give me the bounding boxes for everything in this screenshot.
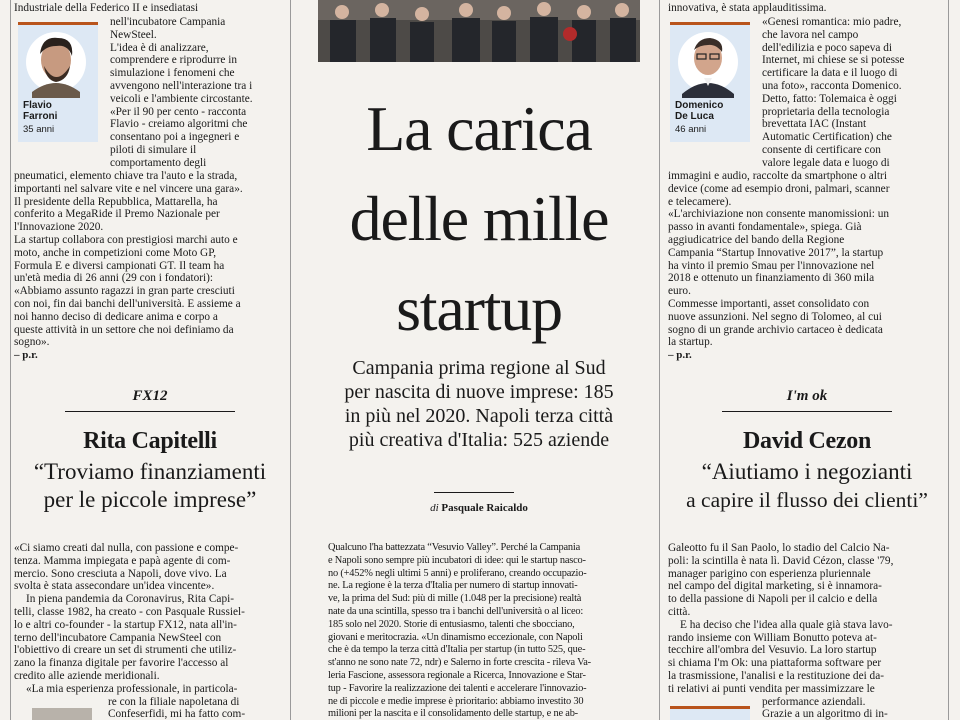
text-line: In piena pandemia da Coronavirus, Rita Capi- [26,593,234,606]
text-line: nel campo del digital marketing, si è innamora- [668,580,882,593]
text-line: Galeotto fu il San Paolo, lo stadio del Calcio Na- [668,542,890,554]
section-header-im-ok [668,388,946,412]
column-rule-left-mid [290,0,291,720]
text-line: euro. [668,285,691,298]
text-line: consente di certificare con [762,143,881,156]
text-line: ha vinto il premio Smau per l'innovazione nel [668,259,875,272]
text-line: un'età media di 26 anni (29 con i fondatori): [14,272,214,285]
quote-line: “Troviamo finanziamenti [33,459,267,484]
profile-name [675,100,723,122]
middle-body-text [328,542,640,720]
signature: – p.r. [668,349,692,362]
text-line: l'Innovazione 2020. [14,221,104,234]
text-line: ve, la prima del Sud: più di mille (1.048 per la precisione) realtà [328,593,582,605]
right-column [668,0,946,720]
text-line: poli: la scintilla è nata lì. David Cézon, classe '79, [668,554,894,567]
text-line: leria Fascione, assessora regionale a Ricerca, Innovazione e Star- [328,669,586,681]
right-body-text [668,170,946,362]
text-line: valore legale data e luogo di [762,156,890,169]
text-line: sogno di un grande archivio cartaceo è dedicata [668,323,883,336]
text-line: «Genesi romantica: mio padre, [762,16,902,28]
text-line: una foto», racconta Domenico. [762,79,902,92]
middle-column [318,0,640,720]
profile-first-name: Domenico [675,100,724,111]
profile-card-de-luca [670,22,750,142]
kicker-rule [65,411,235,412]
portrait-photo [18,26,98,98]
text-line: simulazione i fenomeni che [110,67,235,80]
right-side-text [762,16,946,170]
byline-rule [434,492,514,493]
text-line: tup - Favorire la realizzazione dei talenti e accelerare l'innovazio- [328,682,587,694]
text-line: La startup collabora con prestigiosi marchi auto e [14,233,238,246]
text-line: milioni per la nascita e il consolidamento delle startup, e ne ab- [328,708,578,720]
text-line: re con la filiale napoletana di [108,695,240,708]
text-line: immagini e audio, raccolte da smartphone o altri [668,170,887,182]
text-line: Detto, fatto: Tolemaica è oggi [762,92,897,105]
subhead-line: in più nel 2020. Napoli terza città [344,405,614,427]
headline-line: La carica [366,93,592,164]
profile-card-farroni [18,22,98,142]
text-line: la startup. [668,336,713,349]
text-line: noi hanno deciso di dedicare anima e corpo a [14,310,218,323]
quote-headline [668,458,946,514]
photo-thumbnail [32,708,92,720]
text-line: la trasmissione, l'analisi e la restituzione dei da- [668,669,884,682]
profile-last-name: Farroni [23,111,58,122]
text-line: avvengono nell'interazione tra i [110,79,253,92]
person-name: Rita Capitelli [83,428,217,454]
text-line: Campania “Startup Innovative 2017”, la startup [668,246,884,259]
text-line: nell'incubatore Campania [110,16,226,28]
headline-line: delle mille [349,183,609,254]
text-line: dell'edilizia e poco sapeva di [762,41,893,54]
main-headline [318,84,640,354]
text-line: ne. La regione è la terza d'Italia per numero di startup innovati- [328,580,578,592]
text-line: st'anno ne sono nate 72, ndr) e Salerno in forte crescita - rileva Va- [328,657,591,669]
text-line: importanti nel salvare vite e nel vincere una gara». [14,182,243,195]
column-rule-left [10,0,11,720]
text-line: «Abbiamo assunto ragazzi in gran parte cresciuti [14,285,235,298]
text-line: telli, classe 1982, ha creato - con Pasquale Russiel- [14,605,245,618]
text-line: «Per il 90 per cento - racconta [110,105,247,118]
text-line: queste attività in un settore che noi definiamo da [14,323,234,336]
text-line: Automatic Certification) che [762,131,892,144]
profile-first-name: Flavio [23,100,52,111]
text-line: si chiama I'm Ok: una piattaforma software per [668,657,882,670]
profile-age: 35 anni [23,124,55,135]
quote-headline [14,458,286,514]
subhead-line: Campania prima regione al Sud [352,357,606,379]
text-line: device (come ad esempio droni, palmari, scanner [668,182,890,195]
text-line: zano la finanza digitale per favorire l'accesso al [14,657,229,670]
text-line: l'obiettivo di creare un set di strumenti che utiliz- [14,644,237,657]
subheadline [318,356,640,452]
byline-prefix: di [430,502,439,514]
photo-thumbnail [670,706,750,720]
kicker: I'm ok [786,388,828,404]
column-rule-right [948,0,949,720]
text-line: Formula E e diversi campionati GT. Il team ha [14,259,225,272]
text-line: «L'archiviazione non consente manomissioni: un [668,208,890,221]
text-line: lo e altri co-founder - la startup FX12, nata all'in- [14,618,237,631]
text-line: NewSteel. [110,28,157,41]
text-line: to della passione di Napoli per il calcio e della [668,593,878,606]
left-body-text [14,170,286,362]
text-line: «La mia esperienza professionale, in particola- [26,682,238,695]
text-line: tecchire all'ombra del Vesuvio. La loro startup [668,644,877,657]
text-line: brevettata IAC (Instant [762,118,867,131]
byline [318,502,640,514]
text-line: Commesse importanti, asset consolidato con [668,297,870,310]
right-intro [668,2,946,15]
text-line: no (+452% negli ultimi 5 anni) e proliferano, creando occupazio- [328,567,587,579]
left-column [14,0,286,720]
headline-line: startup [396,273,562,344]
text-line: rando insieme con William Bonutto poteva at- [668,631,877,644]
text-line: 2018 e ottenuto un finanziamento di 360 mila [668,272,875,285]
profile-age: 46 anni [675,124,707,135]
section-header-fx12 [14,388,286,412]
text-line: credito alle aziende meridionali. [14,669,160,682]
text-line: ne di piccole e medie imprese è prioritario: abbiamo investito 30 [328,695,584,707]
text-line: Grazie a un algoritmo di in- [762,708,888,720]
text-line: veicoli e l'ambiente circostante. [110,92,253,105]
left-article-text [14,542,286,720]
text-line: mercio. Sono cresciuta a Napoli, dove vivo. La [14,567,227,580]
text-line: performance aziendali. [762,695,866,708]
text-line: passo in avanti fondamentale», spiega. Già [668,221,862,234]
left-intro [14,2,286,15]
text-line: con noi, fin dai banchi dell'università. E assieme a [14,297,241,310]
text-line: ti relativi ai punti vendita per massimizzare le [668,682,875,695]
subhead-line: per nascita di nuove imprese: 185 [344,381,614,403]
group-photo [318,0,640,62]
text-line: 185 solo nel 2020. Storie di entusiasmo, talenti che sbocciano, [328,618,575,630]
text-line: Il presidente della Repubblica, Mattarella, ha [14,195,218,208]
text-line: E ha deciso che l'idea alla quale già stava lavo- [680,618,893,631]
text-line: sogno». [14,336,50,349]
subhead-line: più creativa d'Italia: 525 aziende [348,429,610,451]
text-line: Qualcuno l'ha battezzata “Vesuvio Valley”. Perché la Campania [328,542,581,553]
profile-name [23,100,57,122]
column-rule-mid-right [659,0,660,720]
text-line: comprendere e riprodurre in [110,54,238,67]
text-line: e Napoli sono sempre più incubatori di idee: qui le startup nasco- [328,554,586,566]
card-accent-bar [670,22,750,25]
text-line: consentano poi a ingegneri e [110,131,240,144]
text-line: terno dell'incubatore Campania NewSteel con [14,631,222,644]
text-line: manager parigino con esperienza pluriennale [668,567,871,580]
text-line: Industriale della Federico II e insediatasi [14,2,199,14]
text-line: tenza. Mamma impiegata e papà agente di com- [14,554,231,567]
quote-line: per le piccole imprese” [43,487,257,512]
quote-line: “Aiutiamo i negozianti [701,459,913,484]
text-line: Flavio - creiamo algoritmi che [110,118,248,131]
text-line: che lavora nel campo [762,28,859,41]
kicker: FX12 [132,388,168,404]
text-line: certificare la data e il luogo di [762,67,898,80]
text-line: che è da tempo la terza città d'Italia per startup (in tutto 525, que- [328,644,586,656]
text-line: proprietaria della tecnologia [762,105,890,118]
text-line: piloti di simulare il [110,143,197,156]
text-line: giovani e meritocrazia. «Un dinamismo eccezionale, con Napoli [328,631,583,643]
text-line: conferito a MegaRide il Premo Nazionale per [14,208,220,221]
text-line: Internet, mi chiese se si potesse [762,54,905,67]
kicker-rule [722,411,892,412]
person-name: David Cezon [742,428,872,454]
text-line: «Ci siamo creati dal nulla, con passione e compe- [14,542,239,554]
text-line: L'idea è di analizzare, [110,41,209,54]
text-line: nate da una scintilla, spesso tra i banchi dell'università o al liceo: [328,605,584,617]
left-side-text [110,16,286,170]
profile-last-name: De Luca [675,111,714,122]
right-article-text [668,542,946,720]
signature: – p.r. [14,349,38,362]
text-line: svolta è stata assecondare un'idea vincente». [14,580,215,593]
quote-line: a capire il flusso dei clienti” [686,488,928,512]
portrait-photo [670,26,750,98]
text-line: moto, anche in competizioni come Moto GP, [14,246,217,259]
text-line: aggiudicatrice del bando della Regione [668,233,845,246]
text-line: nuove assunzioni. Nel segno di Tolomeo, al cui [668,310,882,323]
text-line: e telecamere). [668,195,732,208]
text-line: città. [668,605,691,618]
text-line: pneumatici, elemento chiave tra l'auto e la strada, [14,170,238,182]
text-line: Confeserfidi, mi ha fatto com- [108,708,246,720]
text-line: comportamento degli [110,156,207,169]
text-line: innovativa, è stata applauditissima. [668,2,827,14]
card-accent-bar [18,22,98,25]
byline-author: Pasquale Raicaldo [441,502,528,514]
